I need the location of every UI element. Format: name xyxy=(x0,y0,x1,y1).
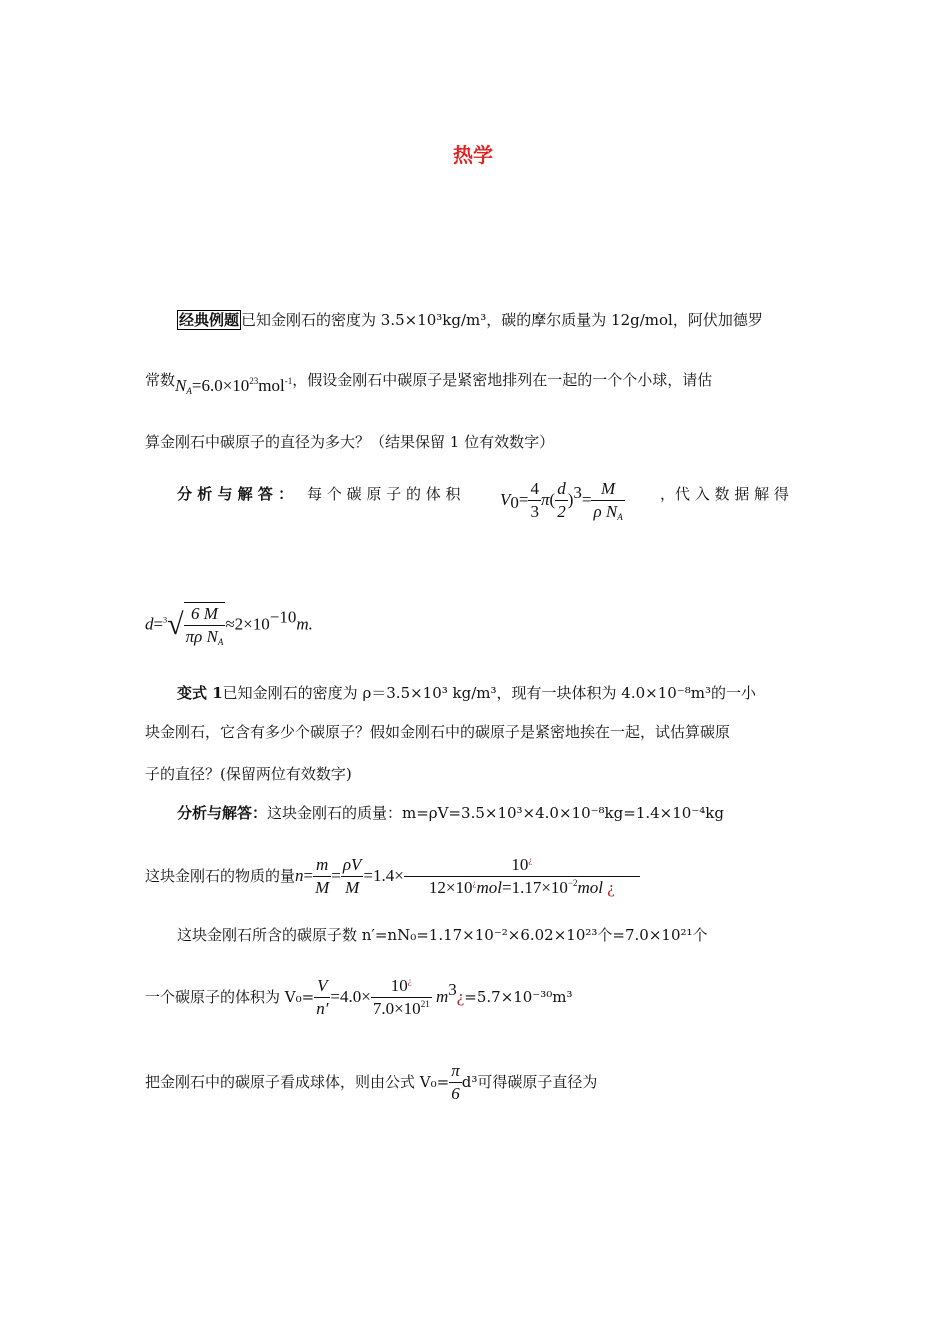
analysis-1-tail: ，代 入 数 据 解 得 xyxy=(660,485,789,503)
atom-volume-line: 一个碳原子的体积为 V₀= $\frac{V}{n'}$ =4.0× $\frac{10^¿}{7.0\times 10^{21}}$ $m^3¿=5.7\times 10^{-30}m^3$ xyxy=(145,976,573,1018)
moles-line: 这块金刚石的物质的量n= $\frac{m}{M}$ = $\frac{\rho V}{M}$ =1.4× $\frac{10^¿}{12\times 10^¿mol=1.17\times 10^{-2}mol ¿}$ xyxy=(145,854,640,906)
variant-1-line-3: 子的直径？(保留两位有效数字) xyxy=(145,765,352,783)
avogadro-value: $=6.0\times 10^{23}mol^{-1}$ xyxy=(191,376,293,395)
page-title: 热学 xyxy=(453,143,493,167)
avogadro-symbol: $N_A$ xyxy=(175,376,192,396)
example-line-2 xyxy=(145,370,713,396)
example-tag: 经典例题 xyxy=(179,311,240,329)
analysis-2-line-1: 分析与解答：这块金刚石的质量：m=ρV=3.5×10³×4.0×10⁻⁸kg=1.4×10⁻⁴kg xyxy=(177,804,724,822)
variant-1-line-2: 块金刚石，它含有多少个碳原子？假如金刚石中的碳原子是紧密地挨在一起，试估算碳原 xyxy=(145,723,731,741)
carbon-count-line: 这块金刚石所含的碳原子数 n′=nN₀=1.17×10⁻²×6.02×10²³个=7.0×10²¹个 xyxy=(177,926,708,944)
diameter-formula: d=$^3$√ $\frac{6 M}{\pi\rho N_A}$ $\approx 2\times 10^{-10}m$. xyxy=(145,604,313,647)
analysis-1-label: 分 析 与 解 答 ： 每 个 碳 原 子 的 体 积 xyxy=(177,485,461,503)
example-text-1: 已知金刚石的密度为 3.5×10³kg/m³，碳的摩尔质量为 12g/mol，阿伏加德罗 xyxy=(241,311,763,329)
example-line-3: 算金刚石中碳原子的直径为多大？（结果保留 1 位有效数字） xyxy=(145,433,555,451)
volume-formula: $V_0=$ $\frac{4}{3}$ π( $\frac{d}{2}$ )$^3$= $\frac{M}{\rho N_A}$ xyxy=(500,479,623,522)
sphere-line: 把金刚石中的碳原子看成球体，则由公式 V₀= $\frac{\pi}{6}$ d³可得碳原子直径为 xyxy=(145,1061,598,1103)
example-prefix: 常数 xyxy=(145,371,176,389)
example-text-2: ，假设金刚石中碳原子是紧密地排列在一起的一个个小球，请估 xyxy=(292,371,713,389)
example-line-1 xyxy=(177,310,763,330)
variant-1-line-1: 变式 1已知金刚石的密度为 ρ＝3.5×10³ kg/m³，现有一块体积为 4.0×10⁻⁸m³的一小 xyxy=(177,684,756,702)
